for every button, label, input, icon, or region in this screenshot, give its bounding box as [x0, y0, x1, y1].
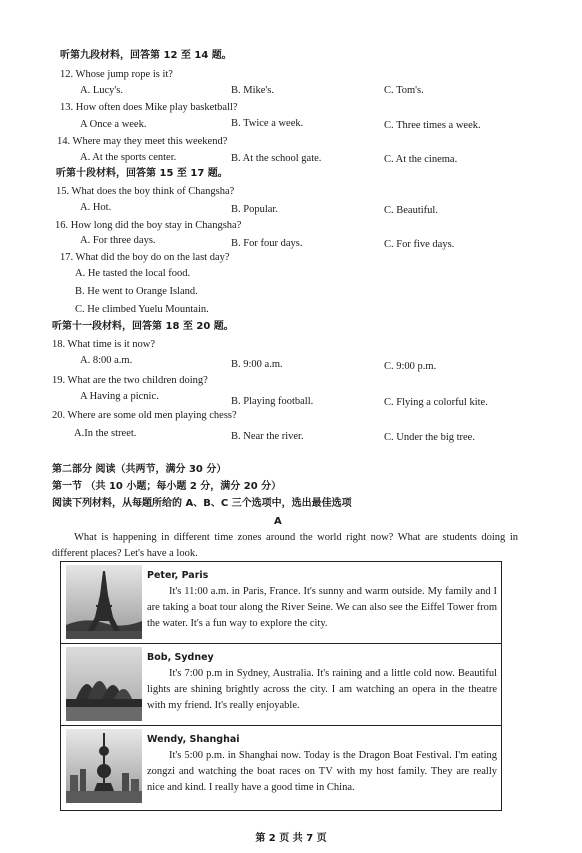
question-13: 13. How often does Mike play basketball?: [60, 102, 238, 113]
q15-option-a: A. Hot.: [80, 202, 112, 213]
q17-option-b: B. He went to Orange Island.: [75, 286, 198, 297]
q20-option-b: B. Near the river.: [231, 431, 304, 442]
entry-name: Wendy, Shanghai: [147, 734, 240, 745]
sydney-opera-house-photo: [66, 647, 142, 721]
q19-option-c: C. Flying a colorful kite.: [384, 397, 488, 408]
q14-option-a: A. At the sports center.: [80, 152, 177, 163]
q13-option-c: C. Three times a week.: [384, 120, 481, 131]
time-zone-table: [60, 561, 502, 811]
q20-option-c: C. Under the big tree.: [384, 432, 475, 443]
entry-text: It's 5:00 p.m. in Shanghai now. Today is the Dragon Boat Festival. I'm eating zongzi and watching the boat races on TV with my host family. They are really nice and kind. I really have a good time in China.: [147, 750, 497, 793]
q14-option-c: C. At the cinema.: [384, 154, 458, 165]
question-18: 18. What time is it now?: [52, 339, 156, 350]
q18-option-b: B. 9:00 a.m.: [231, 359, 283, 370]
question-16: 16. How long did the boy stay in Changsha?: [55, 220, 242, 231]
question-12: 12. Whose jump rope is it?: [60, 69, 173, 80]
passage-intro: What is happening in different time zones around the world right now? What are students doing in different places? Let's have a look.: [52, 532, 518, 559]
q15-option-c: C. Beautiful.: [384, 205, 438, 216]
q12-option-b: B. Mike's.: [231, 85, 275, 96]
q13-option-a: A Once a week.: [80, 119, 147, 130]
q17-option-a: A. He tasted the local food.: [75, 268, 191, 279]
entry-name: Peter, Paris: [147, 570, 209, 581]
table-row: [61, 726, 501, 808]
eiffel-tower-photo: [66, 565, 142, 639]
q13-option-b: B. Twice a week.: [231, 118, 304, 129]
q19-option-a: A Having a picnic.: [80, 391, 159, 402]
question-14: 14. Where may they meet this weekend?: [57, 136, 228, 147]
reading-instructions: 阅读下列材料，从每题所给的 A、B、C 三个选项中，选出最佳选项: [52, 498, 352, 509]
passage-label: A: [274, 516, 282, 527]
question-19: 19. What are the two children doing?: [52, 375, 208, 386]
section-11-heading: 听第十一段材料，回答第 18 至 20 题。: [52, 321, 234, 332]
entry-text: It's 11:00 a.m. in Paris, France. It's sunny and warm outside. My family and I are taking a boat tour along the River Seine. We can also see the Eiffel Tower from the water. It's a fun way to explore the city.: [147, 586, 497, 629]
section-1-heading: 第一节 （共 10 小题；每小题 2 分，满分 20 分）: [52, 481, 282, 492]
q18-option-a: A. 8:00 a.m.: [80, 355, 133, 366]
table-row: [61, 644, 501, 726]
q12-option-a: A. Lucy's.: [80, 85, 124, 96]
q18-option-c: C. 9:00 p.m.: [384, 361, 437, 372]
q15-option-b: B. Popular.: [231, 204, 278, 215]
question-20: 20. Where are some old men playing chess?: [52, 410, 237, 421]
q19-option-b: B. Playing football.: [231, 396, 314, 407]
q14-option-b: B. At the school gate.: [231, 153, 322, 164]
question-15: 15. What does the boy think of Changsha?: [56, 186, 235, 197]
part-2-heading: 第二部分 阅读（共两节，满分 30 分）: [52, 464, 227, 475]
q20-option-a: A.In the street.: [74, 428, 137, 439]
wendy-shanghai-entry: [147, 732, 497, 796]
q16-option-c: C. For five days.: [384, 239, 455, 250]
question-17: 17. What did the boy do on the last day?: [60, 252, 230, 263]
section-9-heading: 听第九段材料，回答第 12 至 14 题。: [60, 50, 232, 61]
oriental-pearl-tower-photo: [66, 729, 142, 803]
entry-name: Bob, Sydney: [147, 652, 214, 663]
table-row: [61, 562, 501, 644]
bob-sydney-entry: [147, 650, 497, 714]
q16-option-a: A. For three days.: [80, 235, 156, 246]
page-footer: 第 2 页 共 7 页: [255, 833, 327, 844]
section-10-heading: 听第十段材料，回答第 15 至 17 题。: [56, 168, 228, 179]
q17-option-c: C. He climbed Yuelu Mountain.: [75, 304, 209, 315]
q12-option-c: C. Tom's.: [384, 85, 424, 96]
peter-paris-entry: [147, 568, 497, 632]
q16-option-b: B. For four days.: [231, 238, 303, 249]
entry-text: It's 7:00 p.m in Sydney, Australia. It's raining and a little cold now. Beautiful lights are shining brightly across the city. I am watching an opera in the theatre with my friend. It's really enjoyable.: [147, 668, 497, 711]
